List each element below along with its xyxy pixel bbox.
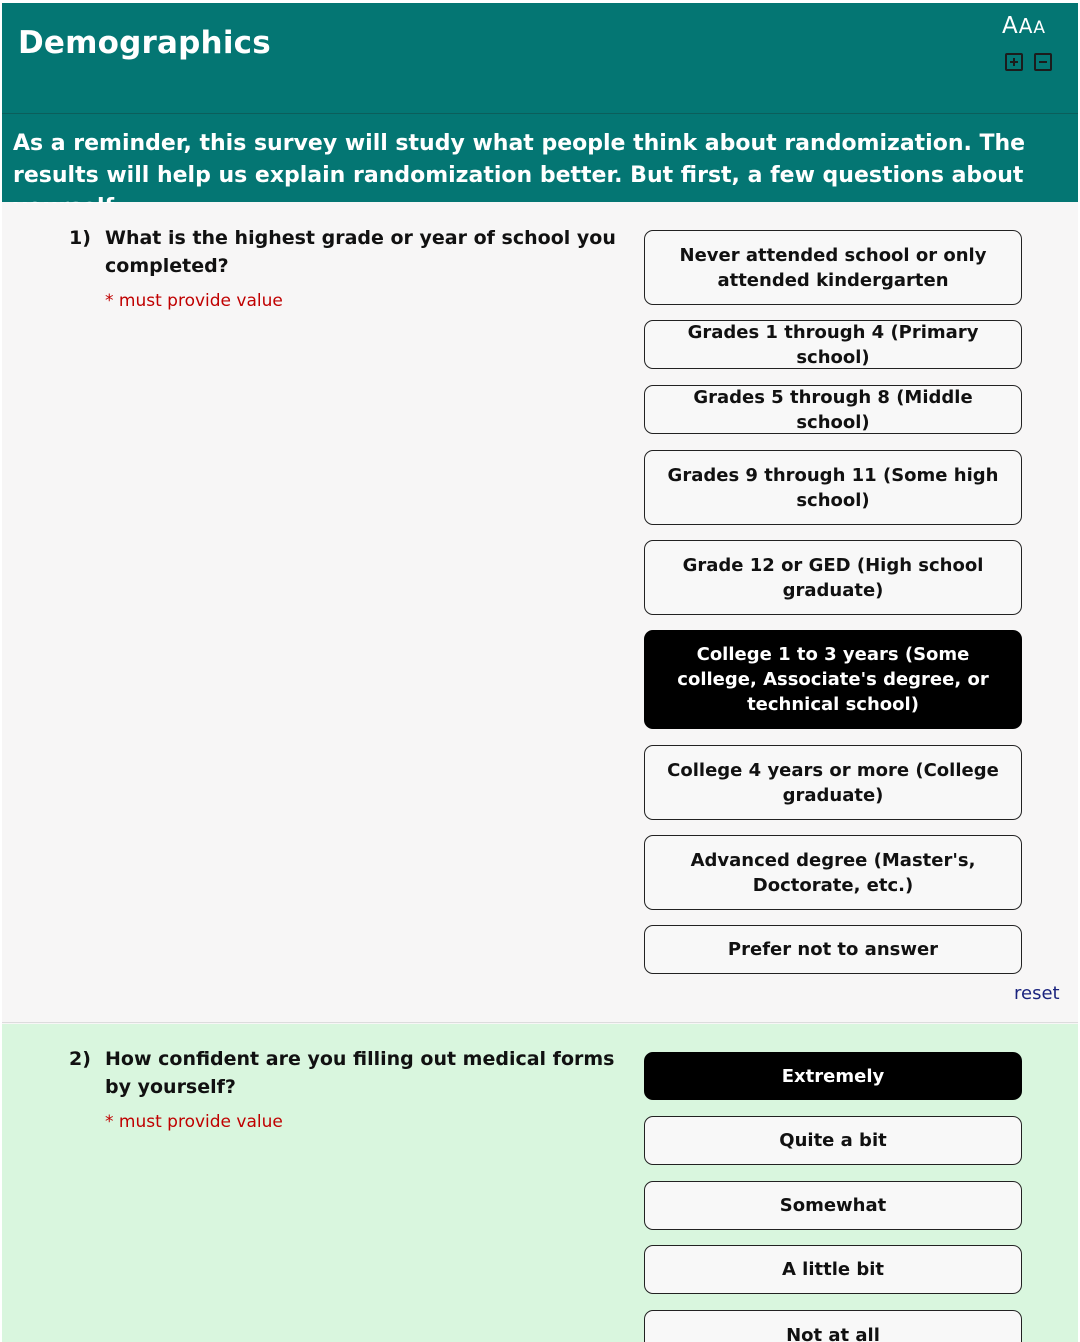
choice-never-attended[interactable]: [644, 230, 1022, 305]
choice-grades-1-4[interactable]: [644, 320, 1022, 369]
font-size-large-label: A: [1002, 13, 1018, 39]
choice-grades-5-8[interactable]: [644, 385, 1022, 434]
choice-quite-a-bit[interactable]: [644, 1116, 1022, 1165]
choice-somewhat[interactable]: [644, 1181, 1022, 1230]
reset-link[interactable]: reset: [1014, 983, 1060, 1004]
question-text: How confident are you filling out medical forms by yourself?: [105, 1048, 615, 1098]
choice-college-4-plus[interactable]: [644, 745, 1022, 820]
decrease-font-icon[interactable]: [1034, 53, 1052, 71]
choice-label: Extremely: [781, 1065, 885, 1087]
font-size-indicator: [1002, 13, 1046, 39]
choice-label: Advanced degree (Master's, Doctorate, etc.): [690, 849, 976, 896]
choice-label: Grade 12 or GED (High school graduate): [682, 554, 984, 601]
page-title: Demographics: [18, 25, 271, 61]
question-number: 2): [69, 1048, 91, 1070]
font-size-controls: [1005, 53, 1063, 75]
choice-prefer-not[interactable]: [644, 925, 1022, 974]
question-1-section: [2, 203, 1078, 1023]
choice-grade-12-ged[interactable]: [644, 540, 1022, 615]
choice-label: Grades 5 through 8 (Middle school): [693, 386, 973, 433]
survey-page: [2, 3, 1078, 1342]
font-size-medium-label: A: [1018, 14, 1033, 38]
choice-label: Not at all: [786, 1325, 880, 1342]
choice-label: Never attended school or only attended kindergarten: [679, 244, 987, 291]
question-number: 1): [69, 227, 91, 249]
page-header: [2, 3, 1078, 114]
choice-college-1-3[interactable]: [644, 630, 1022, 729]
choice-not-at-all[interactable]: [644, 1310, 1022, 1342]
required-note: * must provide value: [105, 291, 283, 311]
intro-text: As a reminder, this survey will study what people think about randomization. The results will help us explain randomization better. But first, a few questions about: [2, 114, 1078, 202]
choice-label: Somewhat: [779, 1195, 887, 1216]
choice-label: Prefer not to answer: [727, 939, 939, 960]
choice-label: Grades 9 through 11 (Some high school): [667, 464, 999, 511]
question-2-section: [2, 1024, 1078, 1342]
choice-extremely[interactable]: [644, 1052, 1022, 1100]
choice-label: Grades 1 through 4 (Primary school): [687, 321, 979, 368]
choice-label: College 4 years or more (College graduate): [667, 759, 999, 806]
choice-grades-9-11[interactable]: [644, 450, 1022, 525]
increase-font-icon[interactable]: [1005, 53, 1023, 71]
choice-label: College 1 to 3 years (Some college, Associate's degree, or technical school): [677, 644, 989, 715]
required-note: * must provide value: [105, 1112, 283, 1132]
choice-label: A little bit: [781, 1259, 885, 1280]
choice-advanced-degree[interactable]: [644, 835, 1022, 910]
font-size-small-label: A: [1033, 18, 1046, 38]
choice-a-little-bit[interactable]: [644, 1245, 1022, 1294]
choice-label: Quite a bit: [779, 1130, 887, 1151]
question-text: What is the highest grade or year of school you completed?: [105, 227, 616, 277]
